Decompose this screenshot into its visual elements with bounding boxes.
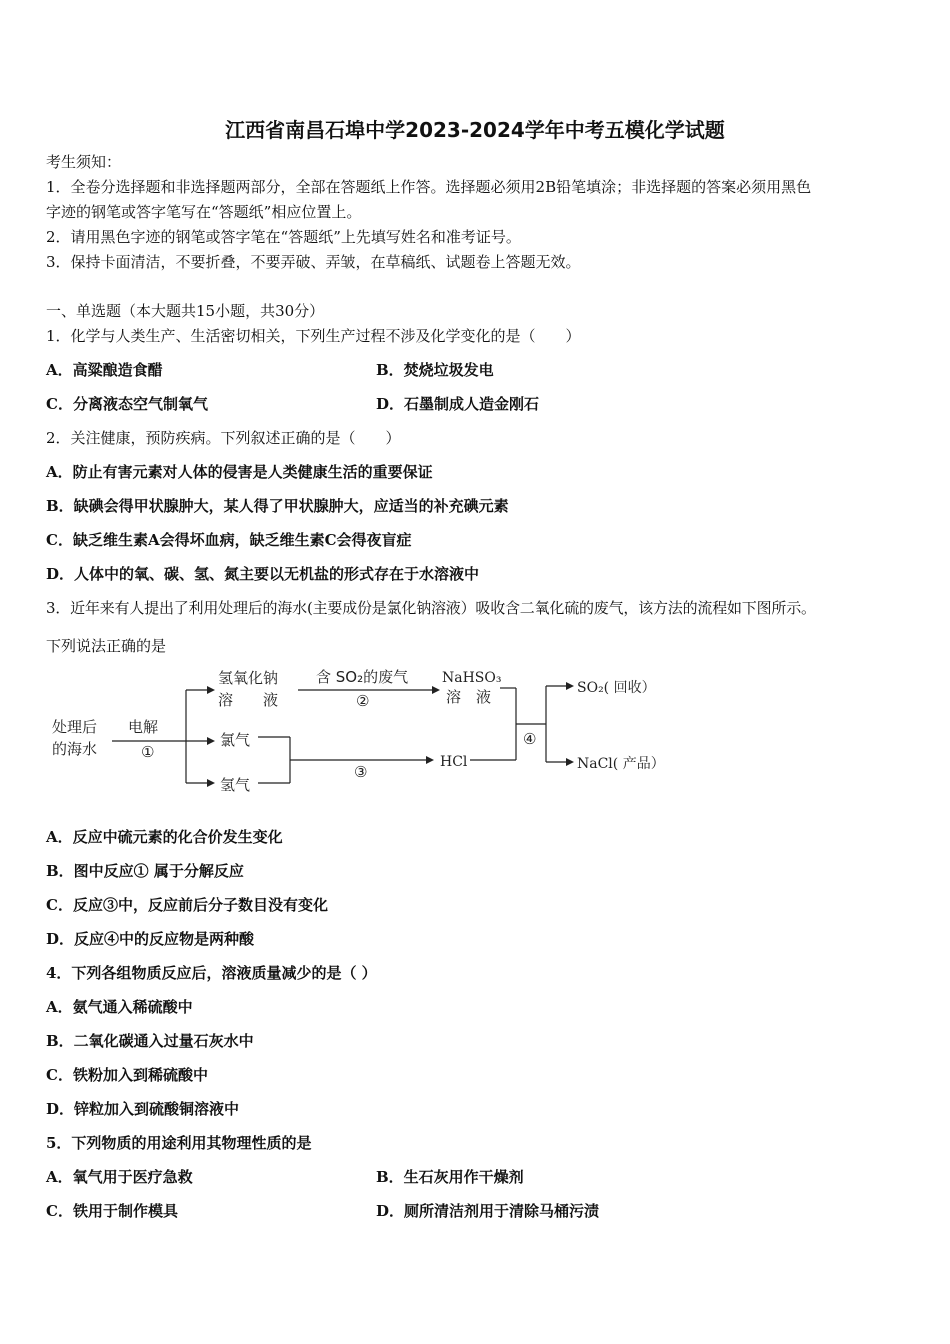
diagram-nahso3-label-1: NaHSO₃: [442, 670, 502, 686]
notice-line-1-cont: 字迹的钢笔或答字笔写在“答题纸”相应位置上。: [46, 203, 362, 221]
notice-line-2: 2．请用黑色字迹的钢笔或答字笔在“答题纸”上先填写姓名和准考证号。: [46, 228, 521, 246]
section-heading: 一、单选题（本大题共15小题，共30分）: [46, 302, 325, 320]
diagram-source-label-1: 处理后: [52, 718, 98, 736]
q4-option-b: B．二氧化碳通入过量石灰水中: [46, 1032, 254, 1050]
q2-option-a: A．防止有害元素对人体的侵害是人类健康生活的重要保证: [46, 463, 433, 481]
diagram-electrolysis-label: 电解: [128, 718, 159, 736]
q5-option-b: B．生石灰用作干燥剂: [376, 1168, 524, 1186]
diagram-step-2: ②: [356, 692, 370, 710]
diagram-hydrogen-label: 氢气: [220, 776, 251, 794]
q5-stem: 5．下列物质的用途利用其物理性质的是: [46, 1134, 312, 1152]
diagram-hcl-label: HCl: [440, 754, 468, 770]
q3-option-a: A．反应中硫元素的化合价发生变化: [46, 828, 283, 846]
diagram-naoh-label-1: 氢氧化钠: [218, 669, 279, 687]
q1-option-d: D．石墨制成人造金刚石: [376, 395, 540, 413]
q4-option-a: A．氨气通入稀硫酸中: [46, 998, 193, 1016]
notice-line-1: 1．全卷分选择题和非选择题两部分，全部在答题纸上作答。选择题必须用2B铅笔填涂；非选择题的答案必须用黑色: [46, 178, 812, 196]
q3-stem: 3．近年来有人提出了利用处理后的海水(主要成份是氯化钠溶液）吸收含二氧化硫的废气，该方法的流程如下图所示。: [46, 599, 816, 617]
q2-option-c: C．缺乏维生素A会得坏血病，缺乏维生素C会得夜盲症: [46, 531, 412, 549]
diagram-so2-gas-label: 含 SO₂的废气: [316, 668, 409, 686]
q1-option-b: B．焚烧垃圾发电: [376, 361, 494, 379]
diagram-step-3: ③: [354, 763, 368, 781]
q5-option-c: C．铁用于制作模具: [46, 1202, 178, 1220]
notice-line-3: 3．保持卡面清洁，不要折叠，不要弄破、弄皱，在草稿纸、试题卷上答题无效。: [46, 253, 581, 271]
q1-stem: 1．化学与人类生产、生活密切相关，下列生产过程不涉及化学变化的是（ ）: [46, 327, 581, 345]
diagram-nahso3-label-2: 溶 液: [446, 688, 492, 706]
diagram-step-1: ①: [141, 743, 155, 761]
q1-option-a: A．高粱酿造食醋: [46, 361, 163, 379]
q3-option-d: D．反应④中的反应物是两种酸: [46, 930, 255, 948]
diagram-nacl-product-label: NaCl( 产品）: [577, 756, 665, 772]
diagram-source-label-2: 的海水: [52, 740, 98, 758]
q2-stem: 2．关注健康，预防疾病。下列叙述正确的是（ ）: [46, 429, 401, 447]
q2-option-b: B．缺碘会得甲状腺肿大，某人得了甲状腺肿大，应适当的补充碘元素: [46, 497, 509, 515]
diagram-chlorine-label: 氯气: [220, 731, 251, 749]
q1-option-c: C．分离液态空气制氧气: [46, 395, 208, 413]
q3-option-c: C．反应③中，反应前后分子数目没有变化: [46, 896, 328, 914]
q2-option-d: D．人体中的氧、碳、氢、氮主要以无机盐的形式存在于水溶液中: [46, 565, 480, 583]
diagram-naoh-label-2: 溶 液: [218, 691, 279, 709]
q3-option-b: B．图中反应① 属于分解反应: [46, 862, 244, 880]
q4-option-d: D．锌粒加入到硫酸铜溶液中: [46, 1100, 240, 1118]
diagram-step-4: ④: [523, 730, 537, 748]
q3-stem-2: 下列说法正确的是: [46, 637, 167, 655]
q5-option-d: D．厕所清洁剂用于清除马桶污渍: [376, 1202, 600, 1220]
q5-option-a: A．氧气用于医疗急救: [46, 1168, 193, 1186]
q4-stem: 4．下列各组物质反应后，溶液质量减少的是（ ）: [46, 964, 377, 982]
notice-heading: 考生须知：: [46, 153, 122, 171]
diagram-so2-recovered-label: SO₂( 回收）: [577, 680, 656, 696]
q4-option-c: C．铁粉加入到稀硫酸中: [46, 1066, 208, 1084]
page-title: 江西省南昌石埠中学2023-2024学年中考五模化学试题: [225, 118, 725, 142]
